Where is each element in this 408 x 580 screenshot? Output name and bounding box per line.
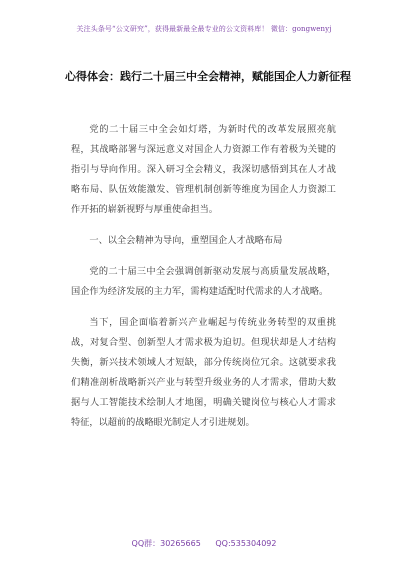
footer-qq-number: QQ:535304092 — [215, 539, 277, 548]
paragraph-intro: 党的二十届三中全会如灯塔，为新时代的改革发展照亮航程，其战略部署与深远意义对国企人力资源工作有着极为关键的指引与导向作用。深入研习全会精义，我深切感悟到其在人才战略布局、队伍效能激发、管理机制创新等维度为国企人力资源工作开拓的崭新视野与厚重使命担当。 — [71, 124, 336, 215]
document-title: 心得体会：践行二十届三中全会精神，赋能国企人力新征程 — [65, 70, 351, 83]
paragraph-strategy: 党的二十届三中全会强调创新驱动发展与高质量发展战略，国企作为经济发展的主力军，需构建适配时代需求的人才战略。 — [71, 266, 336, 297]
document-body — [71, 120, 336, 433]
header-banner: 关注头条号“公文研究”，获得最新最全最专业的公文资料库！ 微信：gongwenyj — [76, 25, 332, 33]
paragraph-challenges: 当下，国企面临着新兴产业崛起与传统业务转型的双重挑战，对复合型、创新型人才需求极为迫切。但现状却是人才结构失衡，新兴技术领域人才短缺，部分传统岗位冗余。这就要求我们精准剖析战略新兴产业与转型升级业务的人才需求，借助大数据与人工智能技术绘制人才地图，明确关键岗位与核心人才需求特征，以超前的战略眼光制定人才引进规划。 — [71, 317, 336, 428]
section-heading: 一、以全会精神为导向，重塑国企人才战略布局 — [89, 235, 283, 246]
footer-contact — [0, 538, 408, 549]
footer-qq-group: QQ群：30265665 — [131, 539, 201, 548]
